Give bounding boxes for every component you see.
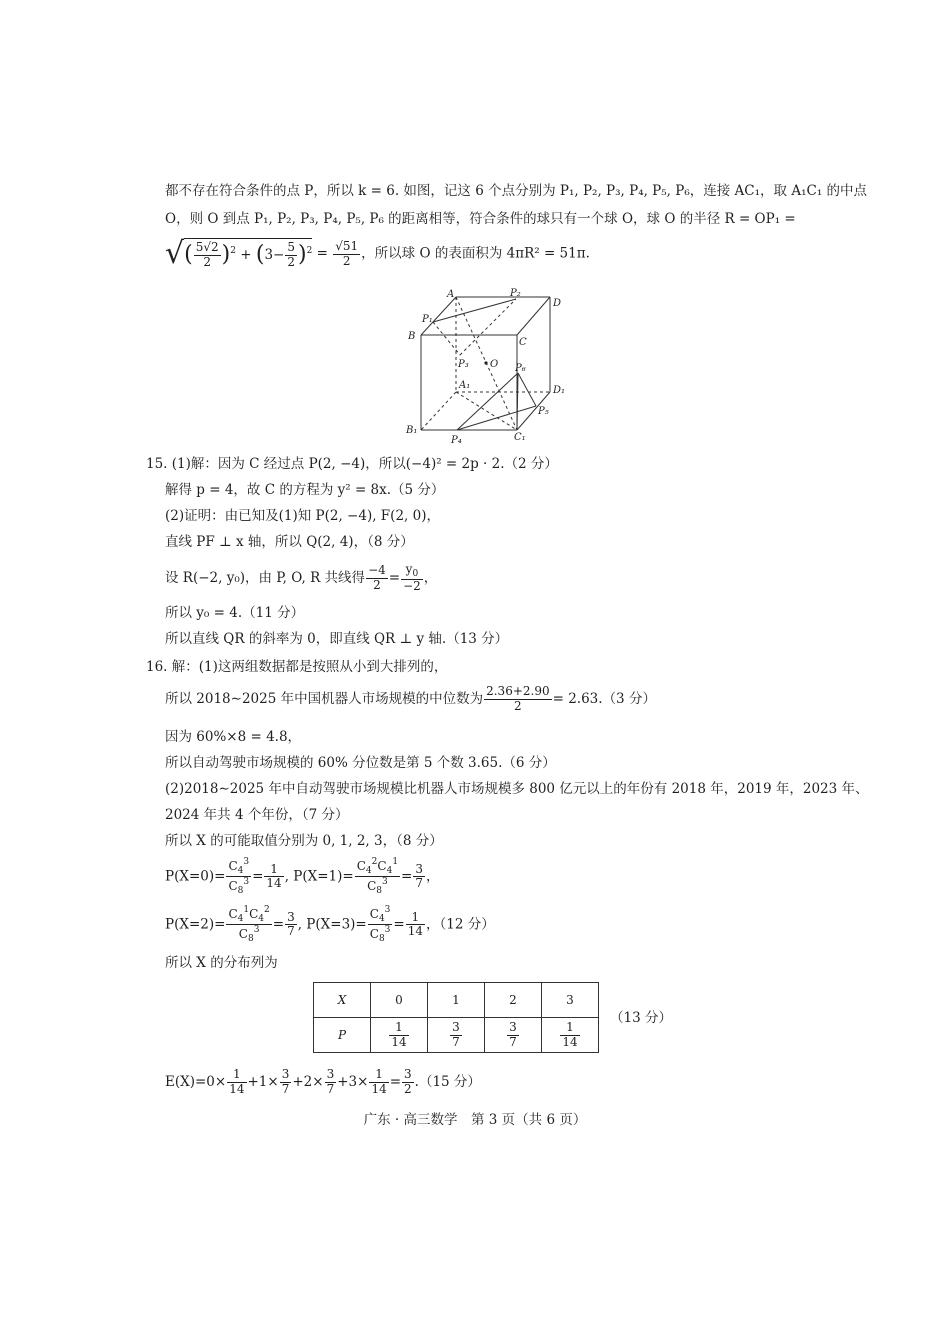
label-B1: B₁ [406,425,418,436]
table-cell: $\frac{1}{14}$ [371,1018,428,1053]
table-cell: $\frac{3}{7}$ [428,1018,485,1053]
cube-figure [400,285,575,450]
label-P2: P₂ [510,288,521,299]
expectation-line: E(X)=0× $\frac{1}{14}$ +1× $\frac{3}{7}$ +2× $\frac{3}{7}$ +3× $\frac{1}{14}$ = $\frac{3}{2}$ .（15 分） [165,1067,481,1096]
intro-line-3-tail: ，所以球 O 的表面积为 4πR² = 51π. [361,245,590,262]
q16-line-1: 16. 解：(1)这两组数据都是按照从小到大排列的， [146,659,448,675]
q15-line-4: 直线 PF ⊥ x 轴，所以 Q(2, 4)，（8 分） [165,534,414,550]
label-P5: P₅ [538,406,549,417]
label-P3: P₃ [458,359,469,370]
q16-line-4: 所以自动驾驶市场规模的 60% 分位数是第 5 个数 3.65.（6 分） [165,755,556,771]
q16-line-6: 2024 年共 4 个年份，（7 分） [165,807,349,823]
table-cell: 2 [485,983,542,1018]
q15-line-5: 设 R(−2, y₀)，由 P, O, R 共线得 $\frac{-4}{2}$ = $\frac{y_0}{-2}$ ， [165,562,438,594]
q15-line-7: 所以直线 QR 的斜率为 0，即直线 QR ⊥ y 轴.（13 分） [165,631,509,647]
table-cell: X [314,983,371,1018]
label-P1: P₁ [422,314,433,325]
q16-line-3: 因为 60%×8 = 4.8， [165,729,302,745]
label-P4: P₄ [451,435,462,446]
label-C1: C₁ [514,432,526,443]
q16-line-2: 所以 2018∼2025 年中国机器人市场规模的中位数为 $\frac{2.36+2.90}{2}$ = 2.63.（3 分） [165,684,656,713]
prob-line-2: P(X=2)= $\frac{C_4^1C_4^2}{C_8^3}$ = $\frac{3}{7}$ , P(X=3)= $\frac{C_4^3}{C_8^3}$ = $\frac{1}{14}$ ，（12 分） [165,905,495,945]
q15-line-6: 所以 y₀ = 4.（11 分） [165,605,305,621]
table-row [314,1018,599,1053]
label-D: D [553,298,562,309]
dist-intro: 所以 X 的分布列为 [165,955,278,971]
intro-line-2: O，则 O 到点 P₁, P₂, P₃, P₄, P₅, P₆ 的距离相等，符合条件的球只有一个球 O，球 O 的半径 R = OP₁ = [165,211,796,227]
label-A1: A₁ [459,380,471,391]
table-cell: 1 [428,983,485,1018]
table-cell: P [314,1018,371,1053]
label-B: B [408,331,416,342]
q15-line-1: 15. (1)解：因为 C 经过点 P(2, −4)，所以(−4)² = 2p · 2.（2 分） [146,456,558,472]
table-cell: $\frac{3}{7}$ [485,1018,542,1053]
label-C: C [519,337,527,348]
label-A: A [447,289,455,300]
label-D1: D₁ [553,385,566,396]
page-footer: 广东 · 高三数学 第 3 页（共 6 页） [363,1112,587,1128]
q15-line-2: 解得 p = 4，故 C 的方程为 y² = 8x.（5 分） [165,482,445,498]
table-cell: $\frac{1}{14}$ [542,1018,599,1053]
radius-formula: √( $\frac{5√2}{2}$ )$^2$ + (3− $\frac{5}{2}$ )$^2$ = $\frac{√51}{2}$ ，所以球 O 的表面积为 4πR² = 51π. [165,236,590,271]
label-P6: P₆ [515,363,526,374]
table-cell: 3 [542,983,599,1018]
label-O: O [490,359,499,370]
table-cell: 0 [371,983,428,1018]
q15-line-3: (2)证明：由已知及(1)知 P(2, −4), F(2, 0)， [165,508,440,524]
table-score: （13 分） [610,1010,672,1026]
distribution-table [313,982,599,1053]
q16-line-5: (2)2018∼2025 年中自动驾驶市场规模比机器人市场规模多 800 亿元以上的年份有 2018 年，2019 年，2023 年、 [165,781,869,797]
prob-line-1: P(X=0)= $\frac{C_4^3}{C_8^3}$ = $\frac{1}{14}$ , P(X=1)= $\frac{C_4^2C_4^1}{C_8^3}$ = $\frac{3}{7}$ ， [165,857,440,897]
intro-line-1: 都不存在符合条件的点 P，所以 k = 6. 如图，记这 6 个点分别为 P₁, P₂, P₃, P₄, P₅, P₆，连接 AC₁，取 A₁C₁ 的中点 [165,183,868,199]
table-row [314,983,599,1018]
q16-line-7: 所以 X 的可能取值分别为 0, 1, 2, 3，（8 分） [165,833,443,849]
